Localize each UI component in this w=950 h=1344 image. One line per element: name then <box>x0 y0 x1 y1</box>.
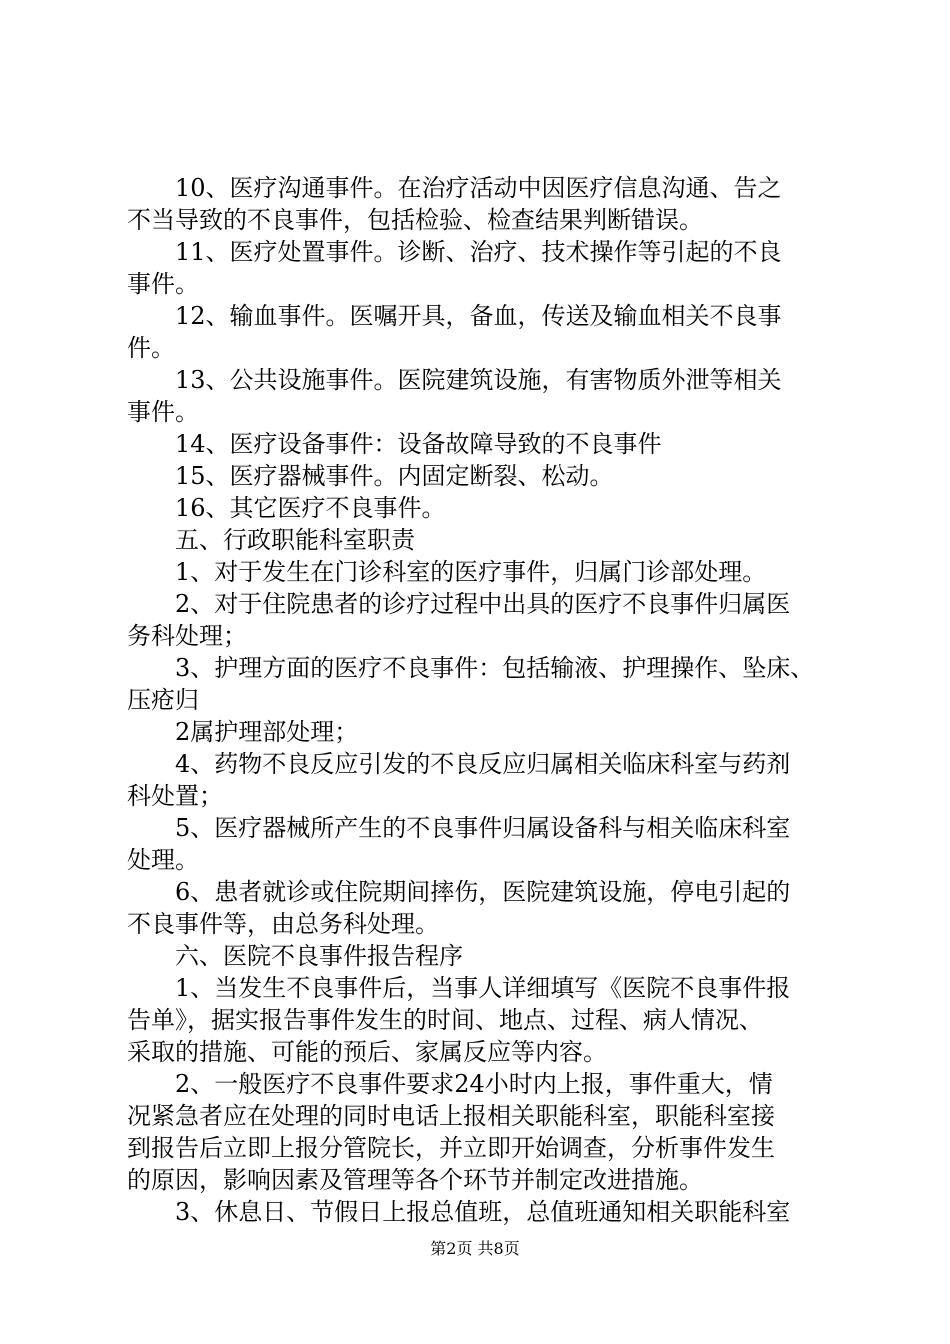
text-line: 11、医疗处置事件。诊断、治疗、技术操作等引起的不良 <box>175 238 782 266</box>
text-line: 14、医疗设备事件：设备故障导致的不良事件 <box>175 430 662 458</box>
text-line: 10、医疗沟通事件。在治疗活动中因医疗信息沟通、告之 <box>175 174 782 202</box>
section-heading: 五、行政职能科室职责 <box>175 526 415 554</box>
text-line: 科处置； <box>127 782 223 810</box>
text-line: 件。 <box>127 334 175 362</box>
text-line: 不当导致的不良事件，包括检验、检查结果判断错误。 <box>127 206 703 234</box>
page-number: 第2页 共8页 <box>430 1239 520 1258</box>
text-line: 事件。 <box>127 270 199 298</box>
text-line: 处理。 <box>127 846 199 874</box>
text-line: 务科处理； <box>127 622 247 650</box>
text-line: 告单》，据实报告事件发生的时间、地点、过程、病人情况、 <box>127 1006 763 1034</box>
text-line: 12、输血事件。医嘱开具，备血，传送及输血相关不良事 <box>175 302 782 330</box>
text-line: 2、对于住院患者的诊疗过程中出具的医疗不良事件归属医 <box>175 590 791 618</box>
text-line: 2、一般医疗不良事件要求24小时内上报，事件重大，情 <box>175 1070 773 1098</box>
document-body <box>127 172 837 1228</box>
text-line: 采取的措施、可能的预后、家属反应等内容。 <box>127 1038 607 1066</box>
text-line: 1、对于发生在门诊科室的医疗事件，归属门诊部处理。 <box>175 558 767 586</box>
text-line: 13、公共设施事件。医院建筑设施，有害物质外泄等相关 <box>175 366 782 394</box>
text-line: 不良事件等，由总务科处理。 <box>127 910 439 938</box>
text-line: 的原因，影响因素及管理等各个环节并制定改进措施。 <box>127 1166 703 1194</box>
text-line: 1、当发生不良事件后，当事人详细填写《医院不良事件报 <box>175 974 791 1002</box>
text-line: 4、药物不良反应引发的不良反应归属相关临床科室与药剂 <box>175 750 791 778</box>
text-line: 压疮归 <box>127 686 199 714</box>
text-line: 3、护理方面的医疗不良事件：包括输液、护理操作、坠床、 <box>175 654 815 682</box>
text-line: 况紧急者应在处理的同时电话上报相关职能科室，职能科室接 <box>127 1102 775 1130</box>
page-footer <box>0 1238 950 1260</box>
text-line: 5、医疗器械所产生的不良事件归属设备科与相关临床科室 <box>175 814 791 842</box>
section-heading: 六、医院不良事件报告程序 <box>175 942 463 970</box>
text-line: 16、其它医疗不良事件。 <box>175 494 446 522</box>
text-line: 3、休息日、节假日上报总值班，总值班通知相关职能科室 <box>175 1198 791 1226</box>
text-line: 2属护理部处理； <box>175 718 359 746</box>
text-line: 15、医疗器械事件。内固定断裂、松动。 <box>175 462 614 490</box>
text-line: 事件。 <box>127 398 199 426</box>
text-line: 到报告后立即上报分管院长，并立即开始调查，分析事件发生 <box>127 1134 775 1162</box>
text-line: 6、患者就诊或住院期间摔伤，医院建筑设施，停电引起的 <box>175 878 791 906</box>
